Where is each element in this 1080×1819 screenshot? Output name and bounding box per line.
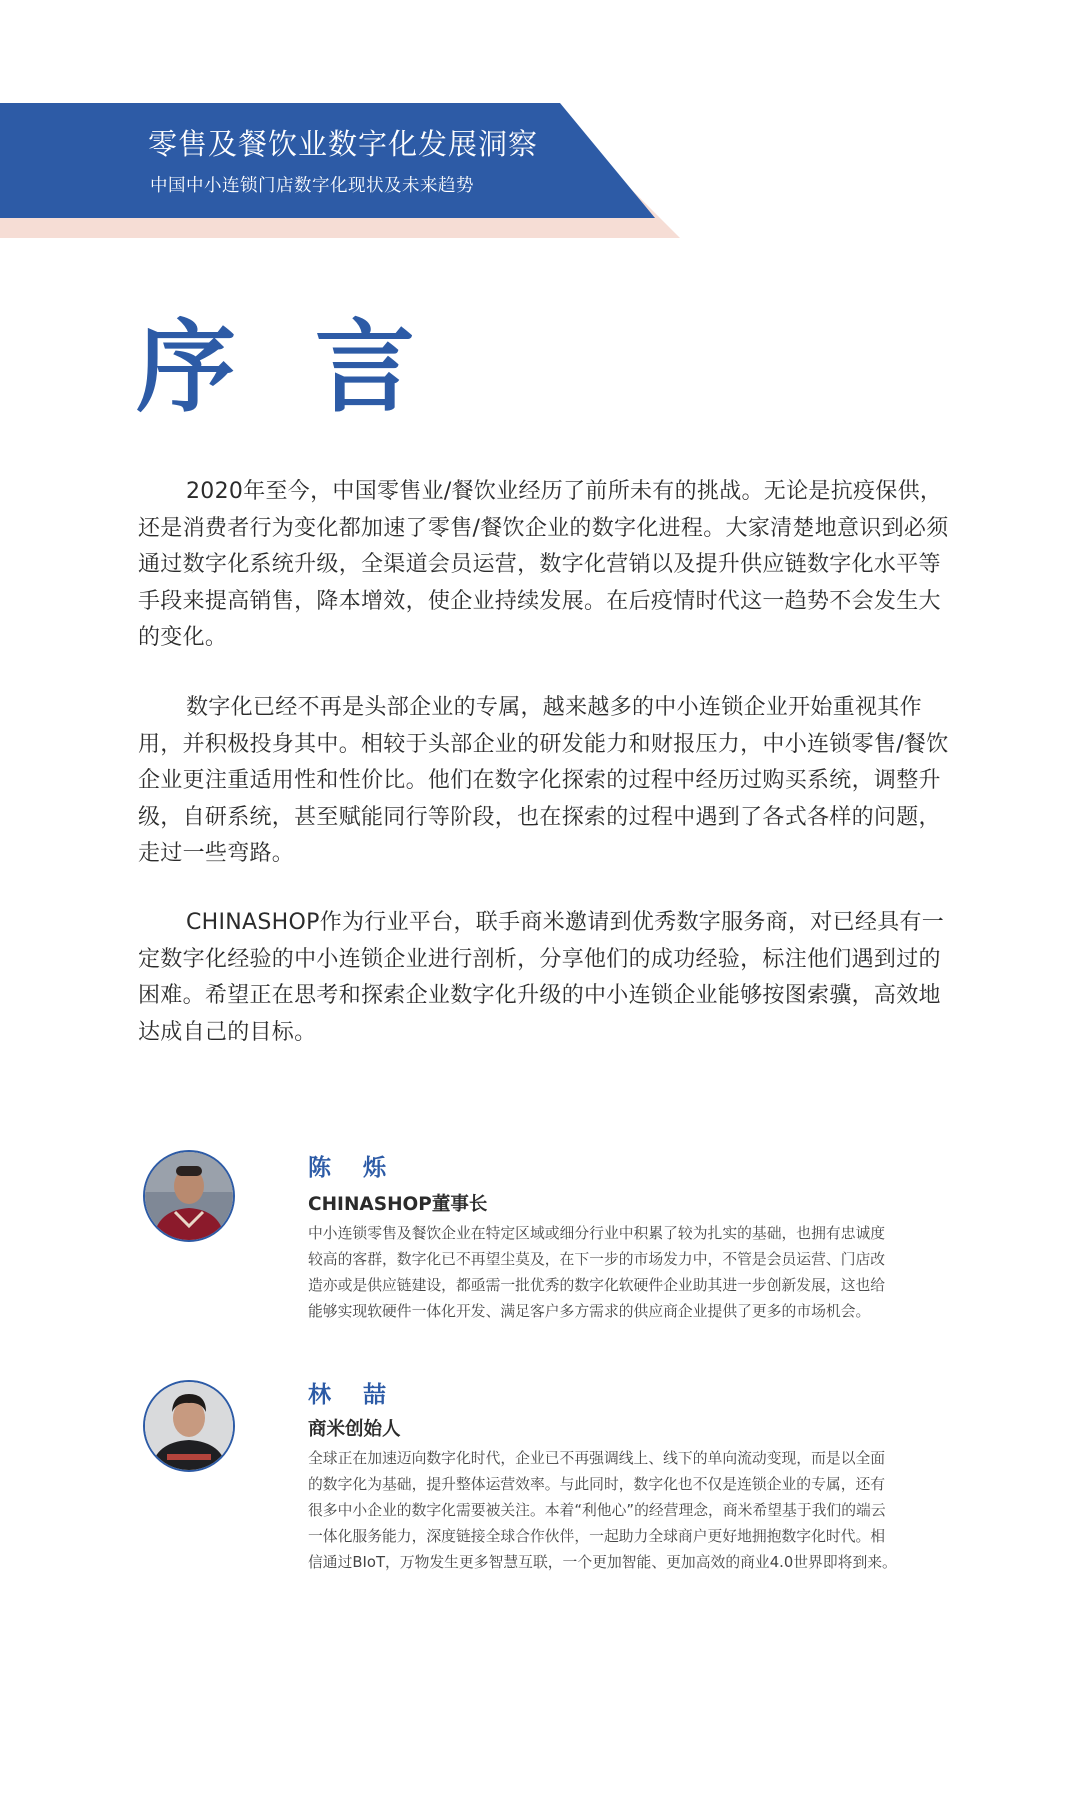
preface-paragraph-1: 2020年至今，中国零售业/餐饮业经历了前所未有的挑战。无论是抗疫保供，还是消费者行为变化都加速了零售/餐饮企业的数字化进程。大家清楚地意识到必须通过数字化系统升级，全渠道会员运营，数字化营销以及提升供应链数字化水平等手段来提高销售，降本增效，使企业持续发展。在后疫情时代这一趋势不会发生大的变化。: [138, 479, 949, 650]
report-title: 零售及餐饮业数字化发展洞察: [148, 127, 539, 161]
person-name: 陈 烁: [308, 1155, 399, 1181]
person-bio: 中小连锁零售及餐饮企业在特定区域或细分行业中积累了较为扎实的基础，也拥有忠诚度较高的客群，数字化已不再望尘莫及，在下一步的市场发力中，不管是会员运营、门店改造亦或是供应链建设，都亟需一批优秀的数字化软硬件企业助其进一步创新发展，这也给能够实现软硬件一体化开发、满足客户多方需求的供应商企业提供了更多的市场机会。: [308, 1225, 886, 1320]
person-name: 林 喆: [308, 1382, 399, 1408]
report-subtitle: 中国中小连锁门店数字化现状及未来趋势: [150, 176, 474, 196]
avatar-photo: [143, 1380, 235, 1472]
person-bio: 全球正在加速迈向数字化时代，企业已不再强调线上、线下的单向流动变现，而是以全面的数字化为基础，提升整体运营效率。与此同时，数字化也不仅是连锁企业的专属，还有很多中小企业的数字化需要被关注。本着“利他心”的经营理念，商米希望基于我们的端云一体化服务能力，深度链接全球合作伙伴，一起助力全球商户更好地拥抱数字化时代。相信通过BIoT，万物发生更多智慧互联，一个更加智能、更加高效的商业4.0世界即将到来。: [308, 1450, 897, 1571]
preface-paragraph-2: 数字化已经不再是头部企业的专属，越来越多的中小连锁企业开始重视其作用，并积极投身其中。相较于头部企业的研发能力和财报压力，中小连锁零售/餐饮企业更注重适用性和性价比。他们在数字化探索的过程中经历过购买系统，调整升级，自研系统，甚至赋能同行等阶段，也在探索的过程中遇到了各式各样的问题，走过一些弯路。: [138, 695, 949, 866]
section-heading: 序 言: [136, 309, 437, 426]
person-role: 商米创始人: [308, 1419, 401, 1440]
preface-paragraph-3: CHINASHOP作为行业平台，联手商米邀请到优秀数字服务商，对已经具有一定数字化经验的中小连锁企业进行剖析，分享他们的成功经验，标注他们遇到过的困难。希望正在思考和探索企业数字化升级的中小连锁企业能够按图索骥，高效地达成自己的目标。: [138, 910, 945, 1045]
avatar-photo: [143, 1150, 235, 1242]
person-role: CHINASHOP董事长: [308, 1194, 488, 1215]
